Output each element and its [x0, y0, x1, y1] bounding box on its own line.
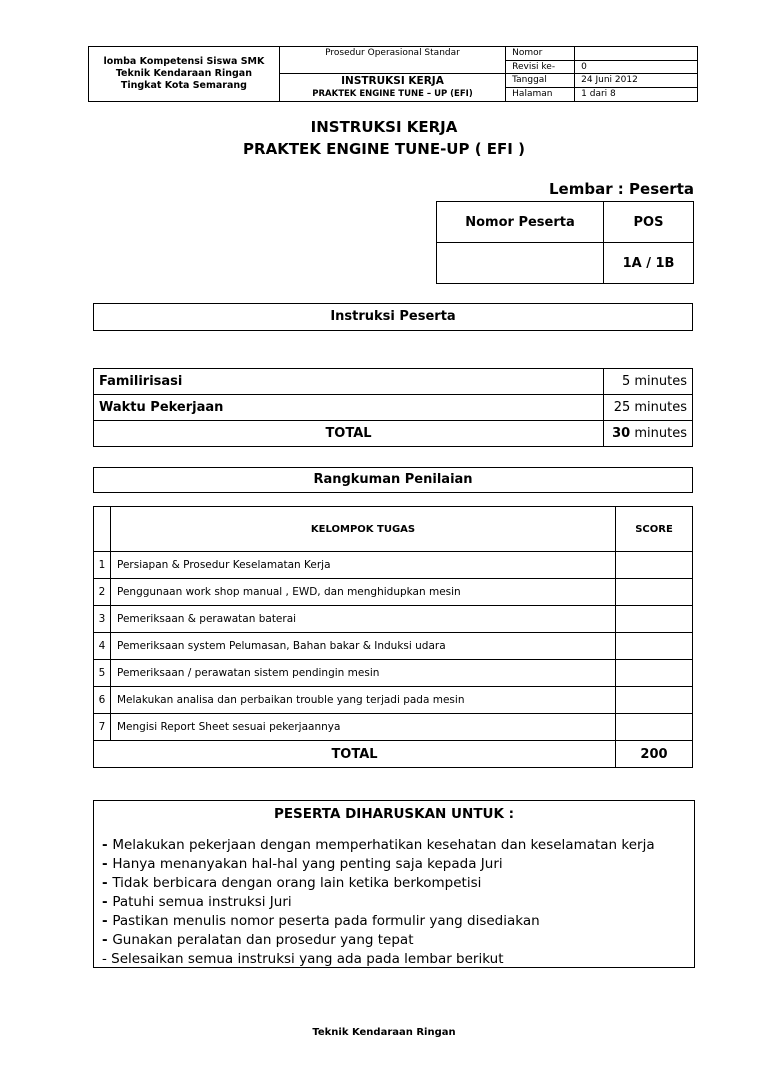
score-total-label: TOTAL — [94, 741, 616, 768]
list-item: - Hanya menanyakan hal-hal yang penting saja kepada Juri — [102, 856, 503, 872]
doc-type: INSTRUKSI KERJA — [341, 75, 444, 87]
list-item: - Gunakan peralatan dan prosedur yang tepat — [102, 932, 414, 948]
row-number: 6 — [94, 687, 111, 714]
meta-value-nomor — [575, 47, 698, 61]
meta-key-nomor: Nomor — [506, 47, 575, 61]
time-row — [94, 395, 693, 421]
title-line-2: PRAKTEK ENGINE TUNE-UP ( EFI ) — [243, 140, 525, 158]
row-number: 2 — [94, 579, 111, 606]
time-total-number: 30 — [612, 426, 631, 441]
list-item: - Melakukan pekerjaan dengan memperhatikan kesehatan dan keselamatan kerja — [102, 837, 655, 853]
score-total-row — [94, 741, 693, 768]
task-group-header: KELOMPOK TUGAS — [111, 507, 616, 552]
rules-list — [94, 836, 694, 969]
row-number: 7 — [94, 714, 111, 741]
organization-cell — [89, 47, 280, 102]
rule-text: Pastikan menulis nomor peserta pada formulir yang disediakan — [112, 913, 540, 929]
time-row — [94, 369, 693, 395]
score-table-header — [94, 507, 693, 552]
pos-value: 1A / 1B — [604, 243, 694, 284]
task-name: Pemeriksaan system Pelumasan, Bahan bakar & Induksi udara — [111, 633, 616, 660]
table-row — [94, 687, 693, 714]
pos-label: POS — [604, 202, 694, 243]
participant-rules — [93, 800, 695, 968]
sheet-label: Lembar : Peserta — [548, 180, 694, 198]
task-name: Pemeriksaan / perawatan sistem pendingin mesin — [111, 660, 616, 687]
time-value: 25 minutes — [604, 395, 693, 421]
time-total-row — [94, 421, 693, 447]
participant-table — [436, 201, 694, 284]
time-table — [93, 368, 693, 447]
title-line-1: INSTRUKSI KERJA — [310, 118, 458, 136]
org-line-2: Teknik Kendaraan Ringan — [115, 68, 252, 79]
score-table — [93, 506, 693, 768]
list-item: - Selesaikan semua instruksi yang ada pada lembar berikut — [102, 951, 504, 967]
score-cell[interactable] — [616, 660, 693, 687]
table-row — [94, 606, 693, 633]
score-cell[interactable] — [616, 579, 693, 606]
table-row — [94, 552, 693, 579]
meta-value-halaman: 1 dari 8 — [575, 88, 698, 102]
table-row — [94, 714, 693, 741]
meta-key-revisi: Revisi ke- — [506, 61, 575, 74]
rule-text: Patuhi semua instruksi Juri — [112, 894, 292, 910]
list-item: - Patuhi semua instruksi Juri — [102, 894, 292, 910]
time-total-unit: minutes — [630, 426, 687, 441]
task-name: Pemeriksaan & perawatan baterai — [111, 606, 616, 633]
score-cell[interactable] — [616, 687, 693, 714]
rule-text: Gunakan peralatan dan prosedur yang tepat — [112, 932, 414, 948]
task-name: Penggunaan work shop manual , EWD, dan menghidupkan mesin — [111, 579, 616, 606]
rule-text: Melakukan pekerjaan dengan memperhatikan kesehatan dan keselamatan kerja — [112, 837, 655, 853]
document-header — [88, 46, 698, 102]
no-header — [94, 507, 111, 552]
table-row — [94, 633, 693, 660]
row-number: 4 — [94, 633, 111, 660]
score-header: SCORE — [616, 507, 693, 552]
meta-value-revisi: 0 — [575, 61, 698, 74]
assessment-heading: Rangkuman Penilaian — [93, 467, 693, 493]
table-row — [94, 660, 693, 687]
list-item: - Tidak berbicara dengan orang lain ketika berkompetisi — [102, 875, 482, 891]
doc-type-cell — [279, 74, 505, 102]
meta-value-tanggal: 24 Juni 2012 — [575, 74, 698, 88]
page-footer: Teknik Kendaraan Ringan — [312, 1027, 456, 1038]
rules-heading: PESERTA DIHARUSKAN UNTUK : — [273, 806, 515, 822]
table-row — [94, 579, 693, 606]
rule-text: Tidak berbicara dengan orang lain ketika berkompetisi — [112, 875, 482, 891]
time-label: Waktu Pekerjaan — [94, 395, 604, 421]
org-line-3: Tingkat Kota Semarang — [120, 80, 247, 91]
participant-number-field[interactable] — [437, 243, 604, 284]
rule-text: Selesaikan semua instruksi yang ada pada lembar berikut — [111, 951, 504, 967]
score-cell[interactable] — [616, 606, 693, 633]
task-name: Mengisi Report Sheet sesuai pekerjaannya — [111, 714, 616, 741]
meta-key-halaman: Halaman — [506, 88, 575, 102]
time-label: Familirisasi — [94, 369, 604, 395]
score-cell[interactable] — [616, 633, 693, 660]
rule-text: Hanya menanyakan hal-hal yang penting saja kepada Juri — [112, 856, 503, 872]
instructions-heading: Instruksi Peserta — [93, 303, 693, 331]
participant-number-label: Nomor Peserta — [437, 202, 604, 243]
row-number: 3 — [94, 606, 111, 633]
time-value: 5 minutes — [604, 369, 693, 395]
score-total-value: 200 — [616, 741, 693, 768]
row-number: 5 — [94, 660, 111, 687]
doc-subject: PRAKTEK ENGINE TUNE – UP (EFI) — [312, 89, 473, 99]
org-line-1: lomba Kompetensi Siswa SMK — [103, 56, 265, 67]
sop-cell: Prosedur Operasional Standar — [279, 47, 505, 74]
list-item: - Pastikan menulis nomor peserta pada formulir yang disediakan — [102, 913, 540, 929]
page-title — [0, 116, 768, 160]
time-total-label: TOTAL — [94, 421, 604, 447]
time-total-value — [604, 421, 693, 447]
row-number: 1 — [94, 552, 111, 579]
task-name: Melakukan analisa dan perbaikan trouble yang terjadi pada mesin — [111, 687, 616, 714]
meta-key-tanggal: Tanggal — [506, 74, 575, 88]
score-cell[interactable] — [616, 714, 693, 741]
score-cell[interactable] — [616, 552, 693, 579]
task-name: Persiapan & Prosedur Keselamatan Kerja — [111, 552, 616, 579]
